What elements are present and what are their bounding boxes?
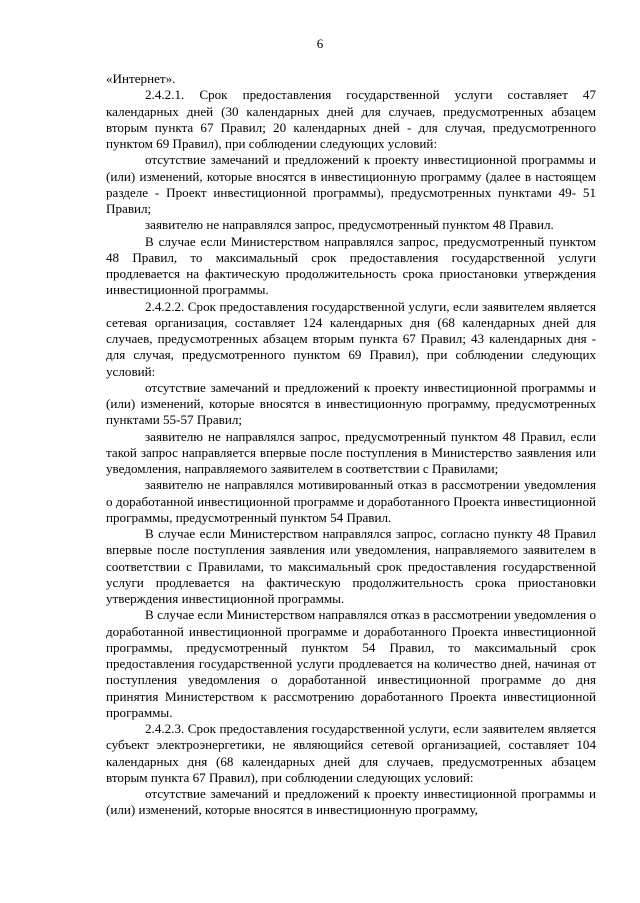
paragraph: В случае если Министерством направлялся запрос, согласно пункту 48 Правил впервые после поступления заявления или уведомления, направляемого заявителем в соответствии с Правилами, то максимальный срок предоставления государственной услуги продлевается на фактическую продолжительность срока приостановки утверждения инвестиционной программы. (106, 526, 596, 606)
paragraph: отсутствие замечаний и предложений к проекту инвестиционной программы и (или) изменений, которые вносятся в инвестиционную программу (далее в настоящем разделе - Проект инвестиционной программы), предусмотренных пунктами 49- 51 Правил; (106, 152, 596, 216)
paragraph: заявителю не направлялся мотивированный отказ в рассмотрении уведомления о доработанной инвестиционной программе и доработанного Проекта инвестиционной программы, предусмотренный пунктом 54 Правил. (106, 477, 596, 525)
paragraph: 2.4.2.3. Срок предоставления государственной услуги, если заявителем является субъект электроэнергетики, не являющийся сетевой организацией, составляет 104 календарных дня (68 календарных дней для случаев, предусмотренных абзацем вторым пункта 67 Правил), при соблюдении следующих условий: (106, 721, 596, 785)
paragraph: «Интернет». (106, 71, 176, 86)
page-number: 6 (316, 36, 324, 51)
paragraph: В случае если Министерством направлялся запрос, предусмотренный пунктом 48 Правил, то максимальный срок предоставления государственной услуги продлевается на фактическую продолжительность срока приостановки утверждения инвестиционной программы. (106, 233, 596, 298)
paragraph: В случае если Министерством направлялся отказ в рассмотрении уведомления о доработанной инвестиционной программе и доработанного Проекта инвестиционной программы, предусмотренный пунктом 54 Правил, то максимальный срок предоставления государственной услуги продлевается на количество дней, начиная от поступления уведомления о доработанной инвестиционной программе до дня принятия Министерством к рассмотрению доработанного Проекта инвестиционной программы. (106, 607, 596, 720)
paragraph: 2.4.2.1. Срок предоставления государственной услуги составляет 47 календарных дней (30 календарных дней для случаев, предусмотренных абзацем вторым пункта 67 Правил; 20 календарных дней - для случая, предусмотренного пунктом 69 Правил), при соблюдении следующих условий: (106, 87, 596, 151)
paragraph: отсутствие замечаний и предложений к проекту инвестиционной программы и (или) изменений, которые вносятся в инвестиционную программу, предусмотренных пунктами 55-57 Правил; (106, 379, 596, 428)
paragraph: 2.4.2.2. Срок предоставления государственной услуги, если заявителем является сетевая организация, составляет 124 календарных дня (68 календарных дней для случаев, предусмотренных абзацем вторым пункта 67 Правил; 43 календарных дня - для случая, предусмотренного пунктом 69 Правил), при соблюдении следующих условий: (106, 298, 596, 379)
paragraph: заявителю не направлялся запрос, предусмотренный пунктом 48 Правил. (145, 217, 554, 233)
document-body (106, 71, 596, 819)
paragraph: заявителю не направлялся запрос, предусмотренный пунктом 48 Правил, если такой запрос направляется впервые после поступления в Министерство заявления или уведомления, направляемого заявителем в соответствии с Правилами; (106, 428, 596, 476)
paragraph: отсутствие замечаний и предложений к проекту инвестиционной программы и (или) изменений, которые вносятся в инвестиционную программу, (106, 786, 596, 818)
